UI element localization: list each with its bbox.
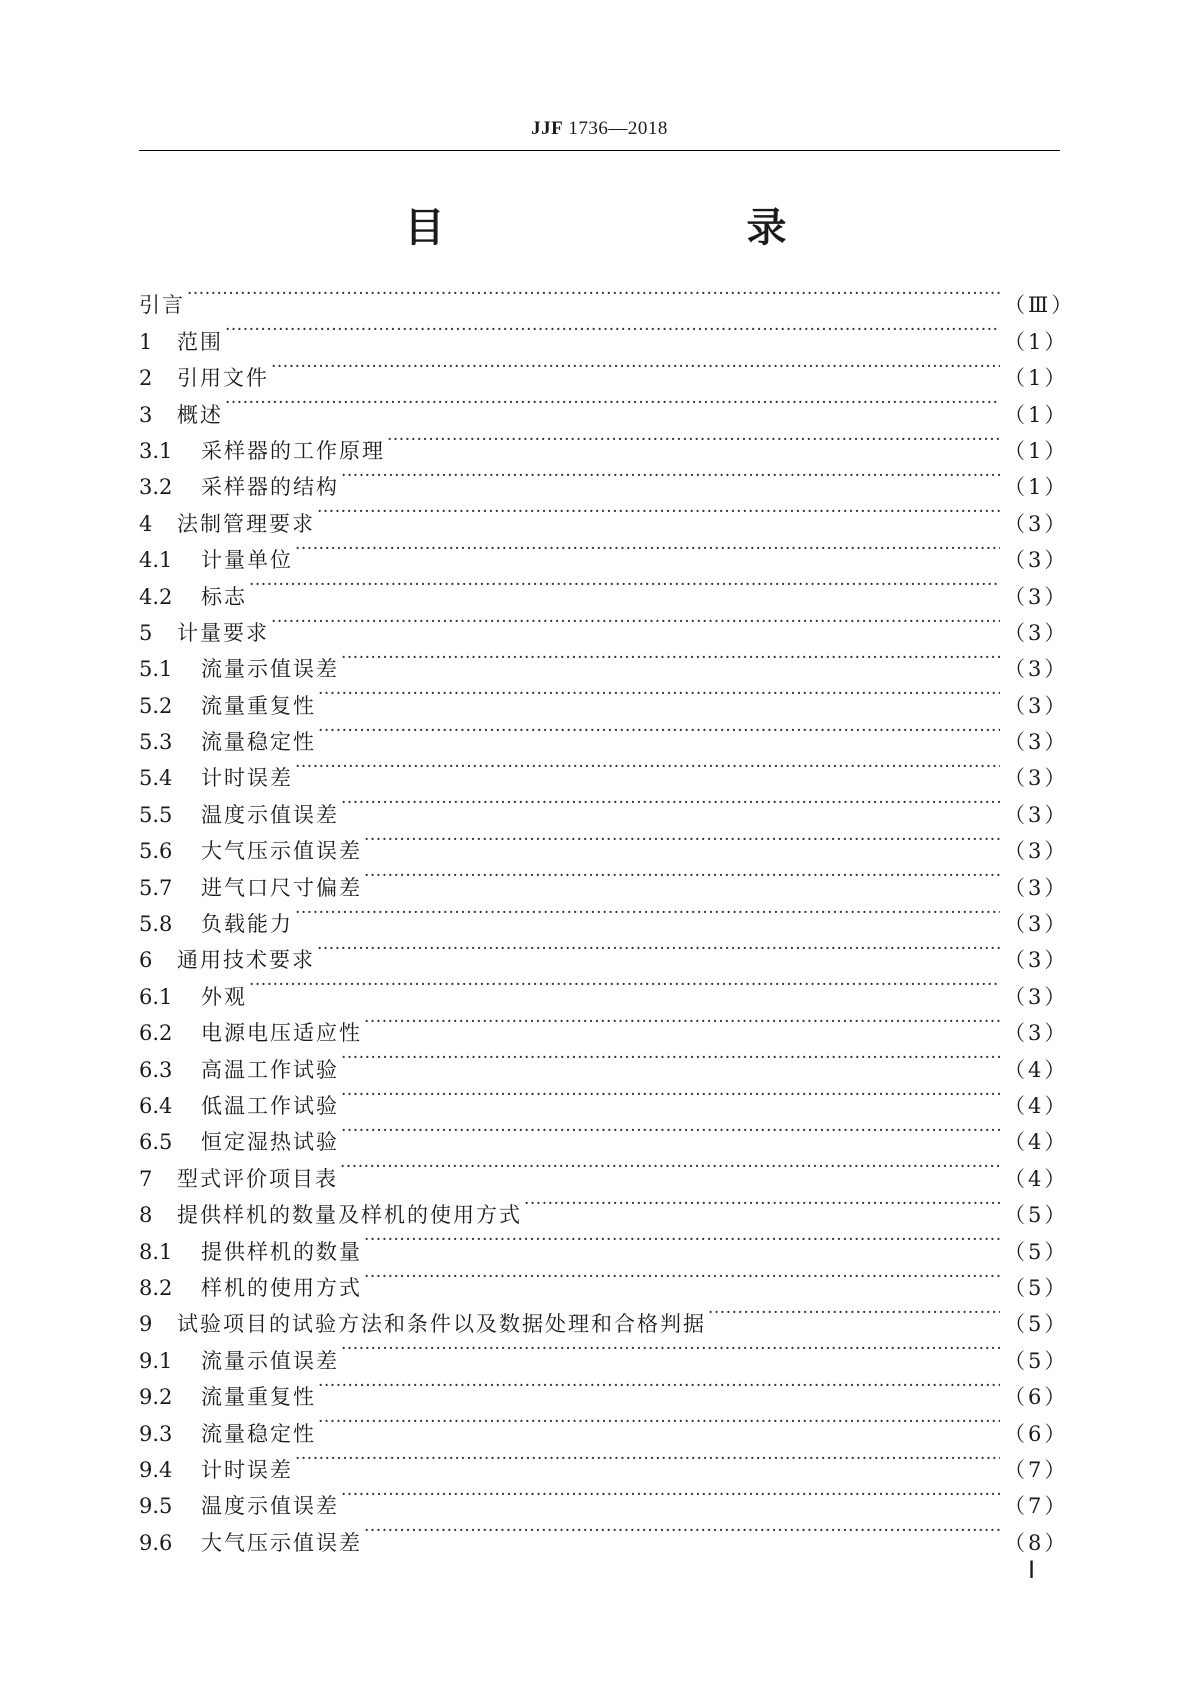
toc-entry-page: （3） [1004, 1021, 1069, 1046]
toc-entry-number: 7 [139, 1166, 153, 1191]
toc-dot-leader [187, 276, 1000, 312]
toc-entry-label: 流量示值误差 [201, 1348, 339, 1373]
toc-entry-page: （4） [1004, 1130, 1069, 1155]
toc-entry-number: 5.7 [139, 875, 173, 900]
toc-dot-leader [341, 1040, 1000, 1076]
toc-entry[interactable] [139, 640, 1069, 682]
toc-dot-leader [295, 1441, 1000, 1477]
toc-entry-label: 采样器的结构 [201, 475, 339, 500]
toc-entry-page: （7） [1004, 1494, 1069, 1519]
toc-dot-leader [225, 385, 1000, 421]
toc-entry-number: 3.2 [139, 475, 173, 500]
toc-entry[interactable] [139, 312, 1069, 354]
toc-entry-page: （1） [1004, 438, 1069, 463]
toc-dot-leader [364, 1259, 1000, 1295]
toc-entry-label: 恒定湿热试验 [201, 1130, 339, 1155]
toc-entry[interactable] [139, 967, 1069, 1009]
toc-entry-label: 范围 [177, 329, 223, 354]
toc-entry-label: 负载能力 [201, 912, 293, 937]
toc-entry-page: （6） [1004, 1421, 1069, 1446]
toc-dot-leader [364, 822, 1000, 858]
toc-entry-page: （1） [1004, 475, 1069, 500]
toc-entry-page: （3） [1004, 875, 1069, 900]
toc-entry-page: （3） [1004, 511, 1069, 536]
toc-entry-page: （5） [1004, 1312, 1069, 1337]
toc-entry-page: （3） [1004, 984, 1069, 1009]
toc-entry-number: 3.1 [139, 438, 173, 463]
standard-number: 1736—2018 [568, 118, 668, 139]
toc-dot-leader [295, 749, 1000, 785]
toc-entry-number: 9.5 [139, 1494, 173, 1519]
toc-entry-label: 提供样机的数量及样机的使用方式 [177, 1203, 522, 1228]
toc-entry-label: 流量稳定性 [201, 730, 316, 755]
toc-entry[interactable] [139, 567, 1069, 609]
toc-entry-number: 4.2 [139, 584, 173, 609]
toc-dot-leader [341, 1477, 1000, 1513]
toc-entry-page: （3） [1004, 620, 1069, 645]
toc-entry-number: 5.3 [139, 730, 173, 755]
toc-entry-label: 流量重复性 [201, 1385, 316, 1410]
toc-dot-leader [318, 1368, 1000, 1404]
toc-dot-leader [341, 458, 1000, 494]
toc-entry-label: 大气压示值误差 [201, 1530, 362, 1555]
toc-entry-number: 6.1 [139, 984, 173, 1009]
toc-entry-label: 流量重复性 [201, 693, 316, 718]
toc-entry-number: 4 [139, 511, 153, 536]
toc-entry-number: 9 [139, 1312, 153, 1337]
toc-entry-label: 采样器的工作原理 [201, 438, 385, 463]
toc-entry[interactable] [139, 385, 1069, 427]
toc-dot-leader [249, 967, 1000, 1003]
toc-entry-label: 高温工作试验 [201, 1057, 339, 1082]
page-title: 目 录 [404, 205, 861, 251]
toc-entry-label: 计时误差 [201, 1457, 293, 1482]
toc-dot-leader [341, 640, 1000, 676]
toc-entry[interactable] [139, 604, 1069, 645]
toc-entry-label: 温度示值误差 [201, 1494, 339, 1519]
toc-dot-leader [317, 494, 1000, 530]
toc-entry-label: 提供样机的数量 [201, 1239, 362, 1264]
toc-entry-number: 3 [139, 402, 153, 427]
toc-entry-number: 5.8 [139, 912, 173, 937]
standard-code: JJF [531, 118, 564, 139]
toc-entry-label: 法制管理要求 [177, 511, 315, 536]
toc-dot-leader [318, 1404, 1000, 1440]
toc-entry-label: 低温工作试验 [201, 1093, 339, 1118]
toc-dot-leader [341, 1113, 1000, 1149]
toc-entry[interactable] [139, 276, 1076, 318]
toc-entry-label: 试验项目的试验方法和条件以及数据处理和合格判据 [177, 1312, 706, 1337]
toc-dot-leader [387, 422, 1000, 458]
toc-entry-page: （5） [1004, 1203, 1069, 1228]
toc-entry-label: 流量稳定性 [201, 1421, 316, 1446]
toc-entry-number: 9.4 [139, 1457, 173, 1482]
toc-entry-label: 通用技术要求 [177, 948, 315, 973]
toc-entry-label: 概述 [177, 402, 223, 427]
toc-entry-number: 6.4 [139, 1093, 173, 1118]
toc-entry-label: 样机的使用方式 [201, 1275, 362, 1300]
toc-dot-leader [708, 1295, 1000, 1331]
footer-page-number: Ⅰ [1028, 1558, 1036, 1584]
toc-entry-page: （3） [1004, 766, 1069, 791]
toc-entry-label: 引用文件 [177, 366, 269, 391]
toc-entry-page: （5） [1004, 1348, 1069, 1373]
toc-dot-leader [225, 312, 1000, 348]
toc-entry[interactable] [139, 349, 1069, 391]
toc-entry-number: 9.1 [139, 1348, 173, 1373]
toc-entry-number: 8 [139, 1203, 153, 1228]
toc-dot-leader [341, 1331, 1000, 1367]
toc-entry-page: （3） [1004, 693, 1069, 718]
toc-entry-page: （3） [1004, 948, 1069, 973]
toc-entry-number: 6.3 [139, 1057, 173, 1082]
toc-entry-number: 6 [139, 948, 153, 973]
toc-entry[interactable] [139, 1004, 1069, 1046]
toc-entry-label: 引言 [139, 293, 185, 318]
toc-entry-number: 5.4 [139, 766, 173, 791]
toc-entry-page: （3） [1004, 548, 1069, 573]
toc-dot-leader [341, 1077, 1000, 1113]
toc-entry-page: （3） [1004, 912, 1069, 937]
toc-entry-number: 5 [139, 620, 153, 645]
toc-entry-label: 外观 [201, 984, 247, 1009]
toc-entry-label: 大气压示值误差 [201, 839, 362, 864]
toc-entry-page: （3） [1004, 657, 1069, 682]
toc-entry-page: （Ⅲ） [1004, 293, 1076, 318]
toc-dot-leader [341, 785, 1000, 821]
toc-entry-label: 温度示值误差 [201, 802, 339, 827]
toc-dot-leader [364, 858, 1000, 894]
toc-entry-page: （3） [1004, 584, 1069, 609]
toc-entry-page: （4） [1004, 1166, 1069, 1191]
toc-entry-page: （4） [1004, 1093, 1069, 1118]
toc-dot-leader [271, 604, 1000, 640]
toc-entry-number: 4.1 [139, 548, 173, 573]
toc-entry-page: （4） [1004, 1057, 1069, 1082]
toc-dot-leader [318, 676, 1000, 712]
toc-entry-page: （6） [1004, 1385, 1069, 1410]
toc-entry[interactable] [139, 422, 1069, 463]
toc-dot-leader [318, 713, 1000, 749]
toc-entry-page: （3） [1004, 802, 1069, 827]
toc-dot-leader [524, 1186, 1000, 1222]
toc-entry-label: 流量示值误差 [201, 657, 339, 682]
toc-entry-number: 5.2 [139, 693, 173, 718]
toc-dot-leader [364, 1222, 1000, 1258]
toc-dot-leader [364, 1004, 1000, 1040]
toc-entry-number: 5.1 [139, 657, 173, 682]
toc-entry-label: 标志 [201, 584, 247, 609]
toc-entry-number: 2 [139, 366, 153, 391]
toc-entry-page: （1） [1004, 366, 1069, 391]
toc-entry-number: 9.2 [139, 1385, 173, 1410]
toc-entry-page: （3） [1004, 730, 1069, 755]
toc-dot-leader [295, 531, 1000, 567]
toc-dot-leader [249, 567, 1000, 603]
table-of-contents [139, 276, 1076, 1555]
toc-entry-page: （5） [1004, 1275, 1069, 1300]
toc-entry-page: （1） [1004, 329, 1069, 354]
toc-dot-leader [271, 349, 1000, 385]
toc-dot-leader [364, 1513, 1000, 1549]
toc-entry-number: 5.5 [139, 802, 173, 827]
toc-entry-page: （1） [1004, 402, 1069, 427]
toc-entry-page: （8） [1004, 1530, 1069, 1555]
toc-entry-number: 6.2 [139, 1021, 173, 1046]
header-rule [139, 150, 1060, 151]
toc-entry-page: （3） [1004, 839, 1069, 864]
toc-entry-number: 1 [139, 329, 153, 354]
toc-entry-number: 9.6 [139, 1530, 173, 1555]
toc-dot-leader [340, 1149, 1000, 1185]
toc-entry-number: 9.3 [139, 1421, 173, 1446]
toc-entry-label: 计时误差 [201, 766, 293, 791]
toc-entry-label: 计量单位 [201, 548, 293, 573]
toc-entry-number: 5.6 [139, 839, 173, 864]
toc-entry-number: 6.5 [139, 1130, 173, 1155]
toc-entry-page: （7） [1004, 1457, 1069, 1482]
toc-dot-leader [317, 931, 1000, 967]
toc-entry-label: 计量要求 [177, 620, 269, 645]
toc-entry-page: （5） [1004, 1239, 1069, 1264]
toc-entry-number: 8.1 [139, 1239, 173, 1264]
toc-dot-leader [295, 895, 1000, 931]
page-header [139, 118, 1060, 140]
toc-entry-number: 8.2 [139, 1275, 173, 1300]
toc-entry-label: 进气口尺寸偏差 [201, 875, 362, 900]
toc-entry-label: 电源电压适应性 [201, 1021, 362, 1046]
toc-entry-label: 型式评价项目表 [177, 1166, 338, 1191]
